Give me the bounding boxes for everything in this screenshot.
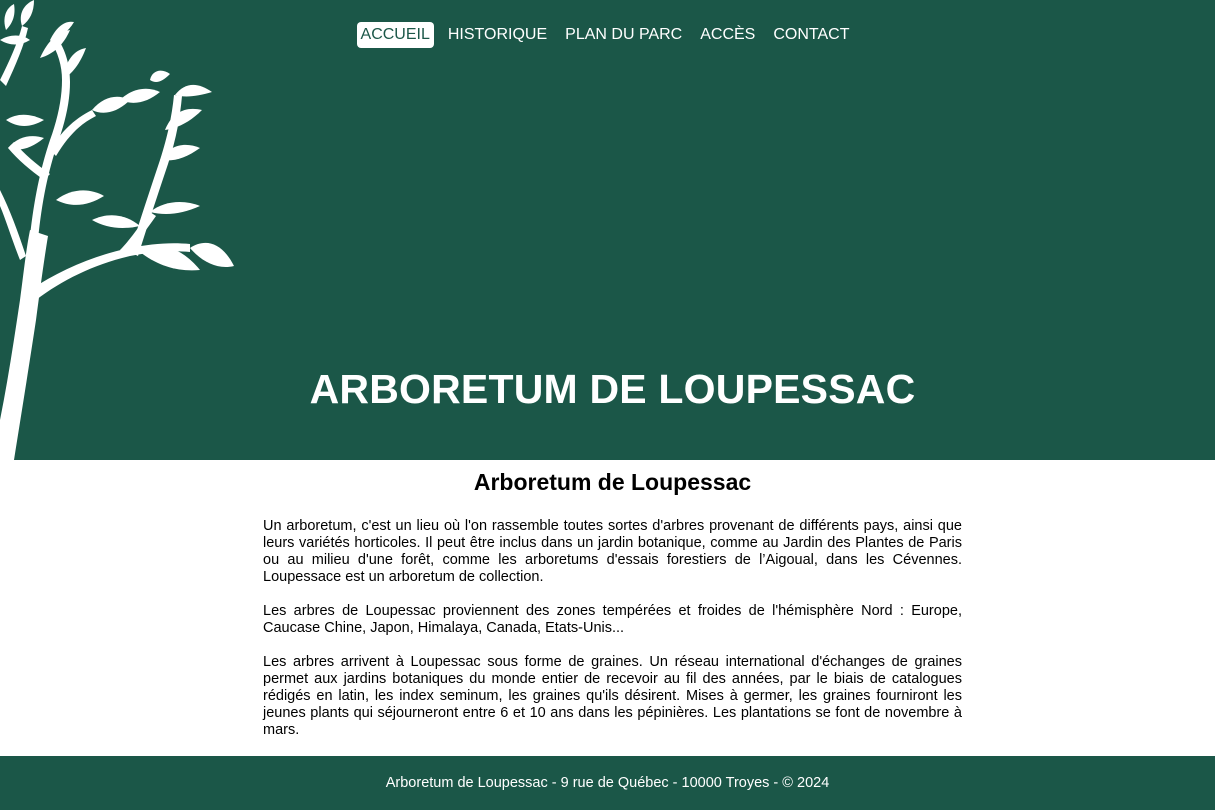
footer <box>0 756 1215 810</box>
main-nav <box>0 22 1215 48</box>
nav-item-contact[interactable]: CONTACT <box>773 26 850 43</box>
nav-item-accueil[interactable]: ACCUEIL <box>357 22 434 48</box>
hero-title: ARBORETUM DE LOUPESSAC <box>309 366 916 412</box>
paragraph-seeds: Les arbres arrivent à Loupessac sous forme de graines. Un réseau international d'échanges de graines permet aux jardins botaniques du monde entier de recevoir au fil des années, par le biais de catalogues rédigés en latin, les index seminum, les graines qu'ils désirent. Mises à germer, les graines fourniront les jeunes plants qui séjourneront entre 6 et 10 ans dans les pépinières. Les plantations se font de novembre à mars. <box>263 654 962 738</box>
main-content <box>0 460 1215 756</box>
page-title: Arboretum de Loupessac <box>473 469 752 495</box>
footer-text: Arboretum de Loupessac - 9 rue de Québec - 10000 Troyes - © 2024 <box>385 775 830 791</box>
nav-item-acces[interactable]: ACCÈS <box>700 26 756 43</box>
nav-item-plan-du-parc[interactable]: PLAN DU PARC <box>565 26 683 43</box>
paragraph-intro: Un arboretum, c'est un lieu où l'on rassemble toutes sortes d'arbres provenant de différents pays, ainsi que leurs variétés horticoles. Il peut être inclus dans un jardin botanique, comme au Jardin des Plantes de Paris ou au milieu d'une forêt, comme les arboretums d'essais forestiers de l’Aigoual, dans les Cévennes. Loupessace est un arboretum de collection. <box>263 518 962 585</box>
paragraph-origins: Les arbres de Loupessac proviennent des zones tempérées et froides de l'hémisphère Nord : Europe, Caucase Chine, Japon, Himalaya, Canada, Etats-Unis... <box>263 603 962 636</box>
article-body <box>263 518 962 756</box>
nav-item-historique[interactable]: HISTORIQUE <box>447 26 548 43</box>
